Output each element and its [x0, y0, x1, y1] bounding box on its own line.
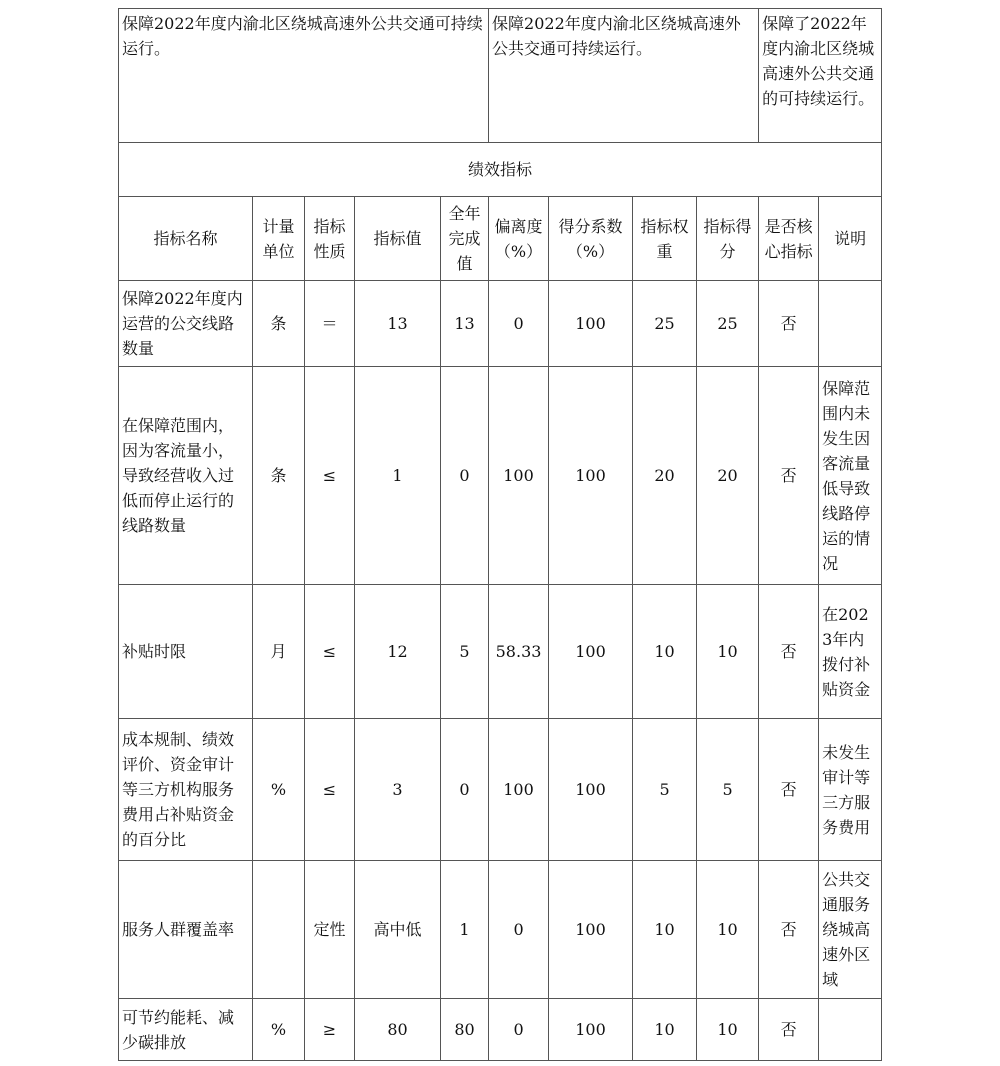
cell-actual: 80: [441, 999, 489, 1061]
cell-nature: ≤: [305, 719, 355, 861]
cell-deviation: 58.33: [489, 585, 549, 719]
cell-target: 高中低: [355, 861, 441, 999]
header-target: 指标值: [355, 197, 441, 281]
cell-core: 否: [759, 367, 819, 585]
cell-coef: 100: [549, 281, 633, 367]
header-row: [119, 197, 882, 281]
cell-unit: 月: [253, 585, 305, 719]
cell-coef: 100: [549, 999, 633, 1061]
cell-nature: ≤: [305, 367, 355, 585]
cell-coef: 100: [549, 585, 633, 719]
cell-target: 1: [355, 367, 441, 585]
header-coef: 得分系数（%）: [549, 197, 633, 281]
section-title: 绩效指标: [119, 143, 882, 197]
table-row: [119, 585, 882, 719]
cell-target: 13: [355, 281, 441, 367]
header-core: 是否核心指标: [759, 197, 819, 281]
cell-note: 保障范围内未发生因客流量低导致线路停运的情况: [819, 367, 882, 585]
cell-actual: 0: [441, 367, 489, 585]
cell-note: 未发生审计等三方服务费用: [819, 719, 882, 861]
cell-name: 服务人群覆盖率: [119, 861, 253, 999]
cell-core: 否: [759, 281, 819, 367]
cell-weight: 25: [633, 281, 697, 367]
cell-coef: 100: [549, 861, 633, 999]
cell-core: 否: [759, 861, 819, 999]
header-name: 指标名称: [119, 197, 253, 281]
cell-weight: 10: [633, 861, 697, 999]
cell-deviation: 0: [489, 999, 549, 1061]
cell-note: [819, 999, 882, 1061]
cell-target: 80: [355, 999, 441, 1061]
cell-score: 10: [697, 585, 759, 719]
cell-nature: 定性: [305, 861, 355, 999]
cell-name: 可节约能耗、减少碳排放: [119, 999, 253, 1061]
cell-coef: 100: [549, 719, 633, 861]
cell-note: 公共交通服务绕城高速外区域: [819, 861, 882, 999]
cell-score: 10: [697, 861, 759, 999]
header-nature: 指标性质: [305, 197, 355, 281]
performance-table: [118, 8, 882, 1061]
cell-actual: 5: [441, 585, 489, 719]
goal-row: [119, 9, 882, 143]
goal-cell-2: 保障2022年度内渝北区绕城高速外公共交通可持续运行。: [489, 9, 759, 143]
cell-unit: 条: [253, 367, 305, 585]
cell-score: 5: [697, 719, 759, 861]
cell-weight: 10: [633, 585, 697, 719]
cell-name: 在保障范围内，因为客流量小，导致经营收入过低而停止运行的线路数量: [119, 367, 253, 585]
cell-name: 补贴时限: [119, 585, 253, 719]
cell-deviation: 0: [489, 281, 549, 367]
cell-weight: 20: [633, 367, 697, 585]
cell-weight: 10: [633, 999, 697, 1061]
section-title-row: [119, 143, 882, 197]
cell-unit: [253, 861, 305, 999]
table-row: [119, 367, 882, 585]
table-row: [119, 281, 882, 367]
cell-core: 否: [759, 999, 819, 1061]
table-row: [119, 719, 882, 861]
cell-score: 10: [697, 999, 759, 1061]
cell-score: 25: [697, 281, 759, 367]
header-deviation: 偏离度（%）: [489, 197, 549, 281]
cell-core: 否: [759, 719, 819, 861]
cell-name: 保障2022年度内运营的公交线路数量: [119, 281, 253, 367]
cell-core: 否: [759, 585, 819, 719]
cell-actual: 0: [441, 719, 489, 861]
cell-target: 12: [355, 585, 441, 719]
cell-weight: 5: [633, 719, 697, 861]
cell-actual: 1: [441, 861, 489, 999]
cell-deviation: 100: [489, 367, 549, 585]
cell-unit: %: [253, 999, 305, 1061]
cell-nature: ＝: [305, 281, 355, 367]
cell-target: 3: [355, 719, 441, 861]
cell-actual: 13: [441, 281, 489, 367]
cell-nature: ≥: [305, 999, 355, 1061]
cell-deviation: 100: [489, 719, 549, 861]
header-actual: 全年完成值: [441, 197, 489, 281]
cell-unit: 条: [253, 281, 305, 367]
cell-note: 在2023年内拨付补贴资金: [819, 585, 882, 719]
header-unit: 计量单位: [253, 197, 305, 281]
header-weight: 指标权重: [633, 197, 697, 281]
cell-score: 20: [697, 367, 759, 585]
cell-unit: %: [253, 719, 305, 861]
cell-coef: 100: [549, 367, 633, 585]
goal-cell-1: 保障2022年度内渝北区绕城高速外公共交通可持续运行。: [119, 9, 489, 143]
cell-deviation: 0: [489, 861, 549, 999]
cell-name: 成本规制、绩效评价、资金审计等三方机构服务费用占补贴资金的百分比: [119, 719, 253, 861]
header-note: 说明: [819, 197, 882, 281]
goal-cell-3: 保障了2022年度内渝北区绕城高速外公共交通的可持续运行。: [759, 9, 882, 143]
cell-nature: ≤: [305, 585, 355, 719]
table-row: [119, 999, 882, 1061]
table-row: [119, 861, 882, 999]
cell-note: [819, 281, 882, 367]
header-score: 指标得分: [697, 197, 759, 281]
